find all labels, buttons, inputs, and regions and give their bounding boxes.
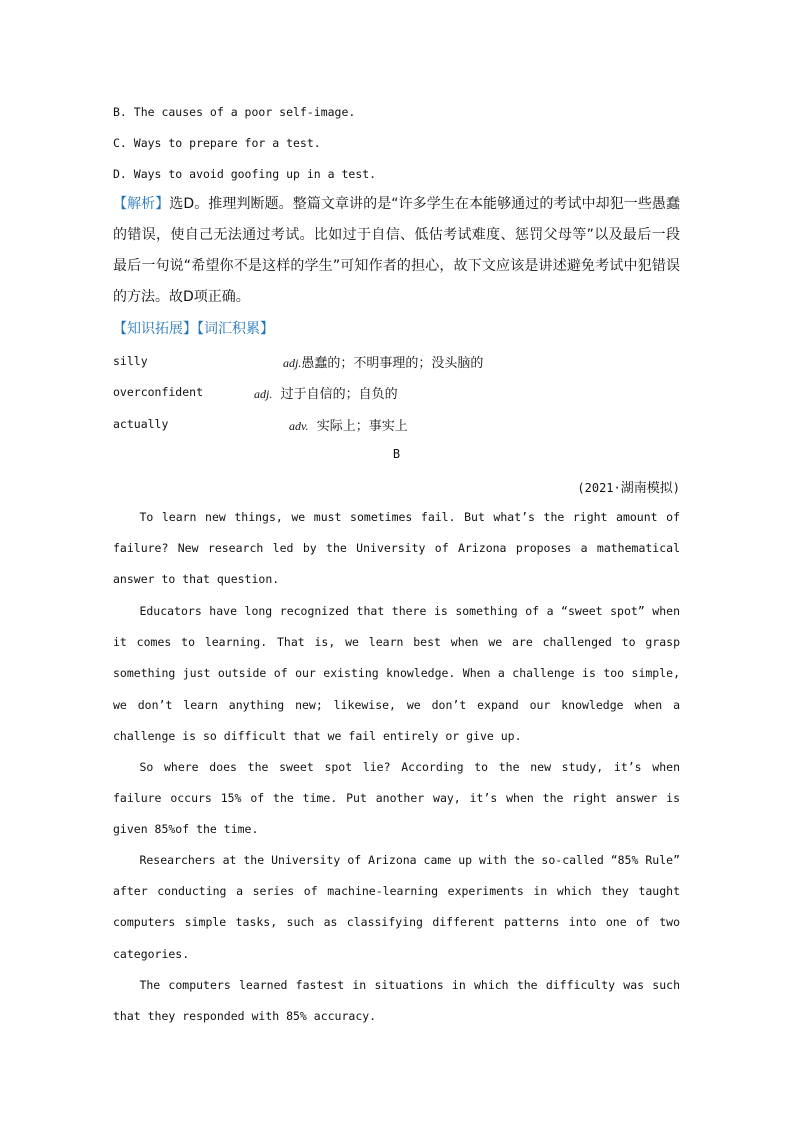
vocab-def-silly: [283, 352, 483, 371]
vocab-word-actually: actually: [113, 417, 169, 431]
analysis-block: [113, 189, 680, 313]
paragraph-4: Researchers at the University of Arizona came up with the so-called “85% Rule” after conducting a series of machine-learning experiments in which they taught computers simple tasks, such as classifying different patterns into one of two categories.: [113, 853, 680, 961]
source-note: [577, 477, 680, 496]
knowledge-tag: 【知识拓展】: [113, 321, 197, 337]
vocab-def-overconfident: [254, 383, 398, 402]
vocab-def-actually: [289, 415, 408, 434]
vocab-meaning: 实际上；事实上: [316, 419, 408, 434]
analysis-tag: 【解析】: [113, 196, 170, 212]
option-d: D. Ways to avoid goofing up in a test.: [113, 167, 377, 181]
analysis-text: 选D。推理判断题。整篇文章讲的是“许多学生在本能够通过的考试中却犯一些愚蠢的错误，使自己无法通过考试。比如过于自信、低估考试难度、惩罚父母等”以及最后一段最后一句说“希望你不是这样的学生”可知作者的担心，故下文应该是讲述避免考试中犯错误的方法。故D项正确。: [113, 196, 680, 305]
knowledge-heading: [113, 321, 274, 337]
vocab-meaning: 过于自信的；自负的: [280, 387, 398, 402]
source-close: ): [672, 481, 680, 495]
vocab-pos: adv.: [289, 419, 309, 433]
option-c: C. Ways to prepare for a test.: [113, 136, 321, 150]
source-year: (2021·: [577, 481, 621, 495]
vocab-pos: adj.: [283, 356, 302, 370]
vocab-meaning: 愚蠢的；不明事理的；没头脑的: [301, 356, 484, 371]
vocab-word-overconfident: overconfident: [113, 385, 204, 399]
paragraph-3: So where does the sweet spot lie? According to the new study, it’s when failure occurs 15% of the time. Put another way, it’s when the right answer is given 85%of the time.: [113, 760, 680, 837]
source-name: 湖南模拟: [620, 481, 673, 496]
vocab-tag: 【词汇积累】: [197, 321, 274, 337]
paragraph-2: Educators have long recognized that there is something of a “sweet spot” when it comes to learning. That is, we learn best when we are challenged to grasp something just outside of our existing knowledge. When a challenge is too simple, we don’t learn anything new; likewise, we don’t expand our knowledge when a challenge is so difficult that we fail entirely or give up.: [113, 604, 680, 743]
section-label: B: [392, 447, 401, 461]
option-b: B. The causes of a poor self-image.: [113, 105, 356, 119]
paragraph-5: The computers learned fastest in situations in which the difficulty was such that they responded with 85% accuracy.: [113, 978, 680, 1024]
vocab-word-silly: silly: [113, 354, 148, 368]
vocab-pos: adj.: [254, 387, 273, 401]
paragraph-1: To learn new things, we must sometimes fail. But what’s the right amount of failure? New research led by the University of Arizona proposes a mathematical answer to that question.: [113, 510, 680, 587]
